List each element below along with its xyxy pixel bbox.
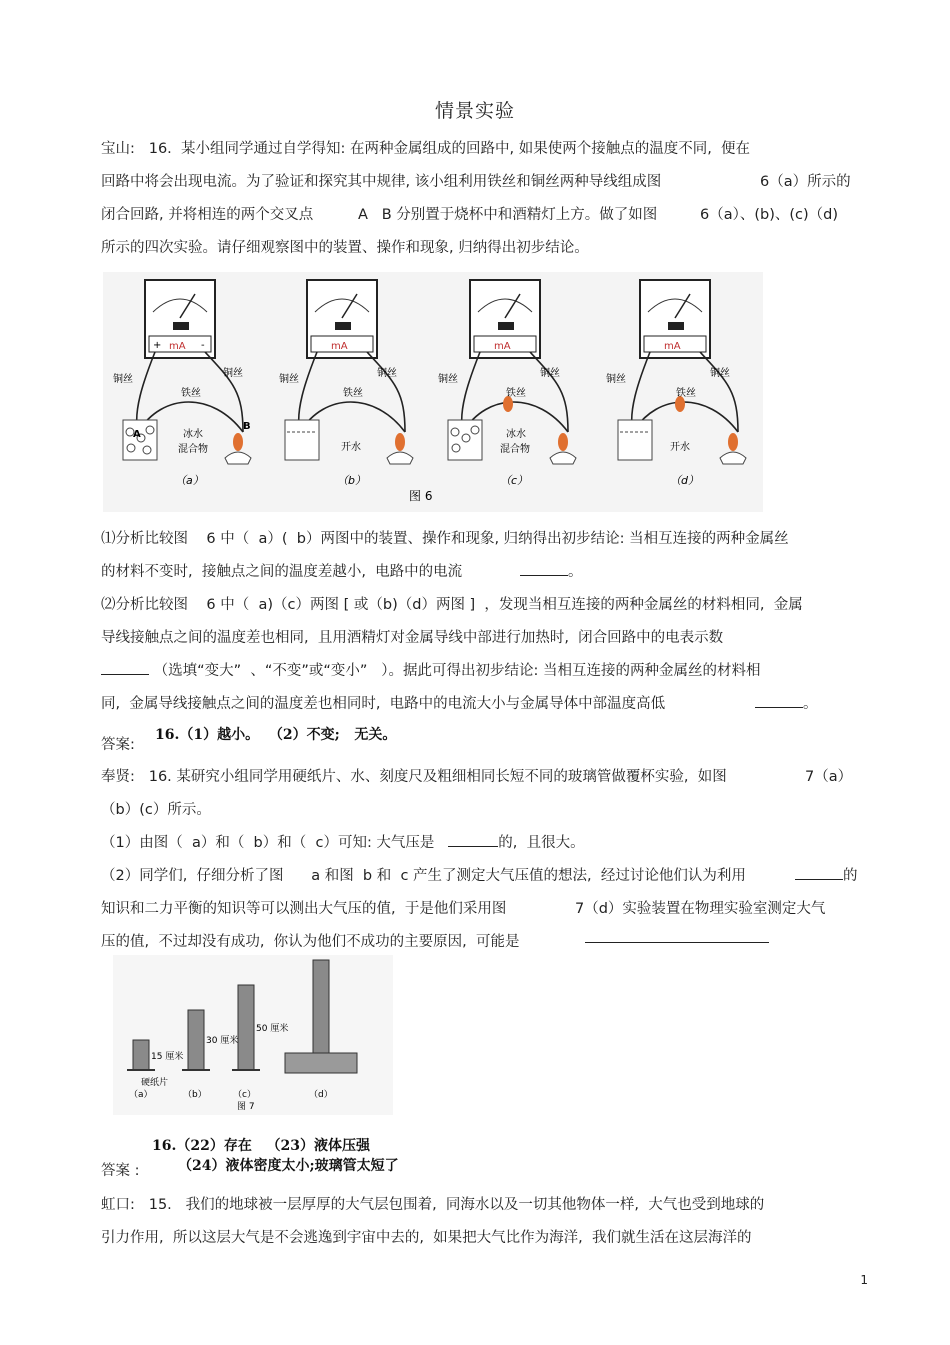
height-50-label: 50 厘米 (256, 1024, 289, 1034)
fengxian-q2-line-3: 压的值, 不过却没有成功, 你认为他们不成功的主要原因, 可能是 (101, 934, 520, 950)
card-label: 硬纸片 (141, 1078, 169, 1088)
baoshan-line-3: 闭合回路, 并将相连的两个交叉点 (101, 207, 314, 223)
hongkou-line-1: 虹口: 15. 我们的地球被一层厚厚的大气层包围着, 同海水以及一切其他物体一样, 大气也受到地球的 (101, 1197, 765, 1213)
copper-label: 铜丝 (438, 374, 458, 385)
mixture-label: 混合物 (500, 444, 530, 455)
panel-c-label: （c） (233, 1090, 256, 1100)
fengxian-line-1: 奉贤: 16. 某研究小组同学用硬纸片、水、刻度尺及粗细相同长短不同的玻璃管做覆杯实验, 如图 (101, 769, 727, 785)
q1-line-1: ⑴分析比较图 6 中（ a）( b）两图中的装置、操作和现象, 归纳得出初步结论: 当相互连接的两种金属丝 (101, 531, 789, 547)
copper-label: 铜丝 (279, 374, 299, 385)
junction-a-label: A (133, 429, 141, 440)
meter-unit-label: mA (331, 341, 348, 352)
fengxian-line-2: （b）(c）所示。 (101, 802, 211, 818)
boiling-water-label: 开水 (341, 442, 361, 453)
meter-unit-label: mA (494, 341, 511, 352)
meter-unit-label: mA (169, 341, 186, 352)
q1-line-2: 的材料不变时, 接触点之间的温度差越小, 电路中的电流 (101, 564, 463, 580)
copper-label: 铜丝 (223, 368, 243, 379)
fengxian-answer-line-2: （24）液体密度太小;玻璃管太短了 (178, 1158, 399, 1174)
hongkou-line-2: 引力作用, 所以这层大气是不会逃逸到宇宙中去的, 如果把大气比作为海洋, 我们就生活在这层海洋的 (101, 1230, 752, 1246)
fengxian-q1: （1）由图（ a）和（ b）和（ c）可知: 大气压是 的, 且很大。 (101, 835, 585, 851)
mixture-label: 混合物 (178, 444, 208, 455)
panel-d-label: （d） (670, 474, 699, 487)
fengxian-q2-blank: 的 (795, 864, 858, 885)
iron-label: 铁丝 (676, 388, 696, 399)
fengxian-q2-long-blank (585, 930, 769, 947)
baoshan-line-2: 回路中将会出现电流。为了验证和探究其中规律, 该小组利用铁丝和铜丝两种导线组成图 (101, 174, 662, 190)
q2-line-3: （选填“变大” 、“不变”或“变小” ）。据此可得出初步结论: 当相互连接的两种金属丝的材料相 (101, 659, 760, 680)
boiling-water-label: 开水 (670, 442, 690, 453)
ice-water-label: 冰水 (506, 429, 526, 440)
copper-label: 铜丝 (113, 374, 133, 385)
ice-water-label: 冰水 (183, 429, 203, 440)
baoshan-line-4: 所示的四次实验。请仔细观察图中的装置、操作和现象, 归纳得出初步结论。 (101, 240, 589, 256)
fengxian-answer-label: 答案 : (101, 1163, 140, 1179)
fengxian-q2-line-2-right: 7（d）实验装置在物理实验室测定大气 (575, 901, 826, 917)
panel-a-label: （a） (175, 474, 204, 487)
baoshan-line-2-right: 6（a）所示的 (760, 174, 851, 190)
q1-end: 。 (568, 564, 583, 580)
iron-label: 铁丝 (343, 388, 363, 399)
fengxian-q2-line-2: 知识和二力平衡的知识等可以测出大气压的值, 于是他们采用图 (101, 901, 507, 917)
fengxian-answer-line-1: 16.（22）存在 （23）液体压强 (152, 1138, 370, 1154)
page-title: 情景实验 (434, 100, 515, 122)
svg-text:-: - (201, 340, 205, 351)
q2-line-2: 导线接触点之间的温度差也相同, 且用酒精灯对金属导线中部进行加热时, 闭合回路中的电表示数 (101, 630, 724, 646)
panel-c-label: （c） (500, 474, 529, 487)
figure-7-caption: 图 7 (237, 1102, 255, 1112)
page-number: 1 (860, 1273, 868, 1287)
figure-6-thermocouple (103, 272, 763, 512)
baoshan-line-3-right: 6（a）、(b)、(c)（d) (700, 207, 839, 223)
q1-answer-blank (520, 560, 583, 581)
height-15-label: 15 厘米 (151, 1052, 184, 1062)
baoshan-answer-text: 16.（1）越小。 （2）不变; 无关。 (155, 727, 397, 743)
panel-b-label: （b） (183, 1090, 207, 1100)
figure-7-tubes (113, 955, 393, 1115)
svg-text:+: + (153, 340, 162, 351)
copper-label: 铜丝 (606, 374, 626, 385)
q2-answer-blank: 。 (755, 692, 818, 713)
copper-label: 铜丝 (540, 368, 560, 379)
panel-d-label: （d） (309, 1090, 333, 1100)
baoshan-line-3-mid: A B 分别置于烧杯中和酒精灯上方。做了如图 (358, 207, 658, 223)
panel-b-label: （b） (337, 474, 366, 487)
fengxian-q2-line-1: （2）同学们, 仔细分析了图 a 和图 b 和 c 产生了测定大气压值的想法, 经过讨论他们认为利用 (101, 868, 746, 884)
iron-label: 铁丝 (181, 388, 201, 399)
height-30-label: 30 厘米 (206, 1036, 239, 1046)
fengxian-line-1-right: 7（a） (805, 769, 853, 785)
figure-6-caption: 图 6 (409, 489, 433, 503)
baoshan-answer-label: 答案: (101, 737, 135, 753)
baoshan-line-1: 宝山: 16. 某小组同学通过自学得知: 在两种金属组成的回路中, 如果使两个接触点的温度不同, 便在 (101, 141, 751, 157)
panel-a-label: （a） (129, 1090, 153, 1100)
copper-label: 铜丝 (377, 368, 397, 379)
copper-label: 铜丝 (710, 368, 730, 379)
junction-b-label: B (243, 421, 251, 432)
q2-line-1: ⑵分析比较图 6 中（ a)（c）两图 [ 或（b)（d）两图 ] ，发现当相互连接的两种金属丝的材料相同, 金属 (101, 597, 803, 613)
meter-unit-label: mA (664, 341, 681, 352)
iron-label: 铁丝 (506, 388, 526, 399)
q2-line-4: 同, 金属导线接触点之间的温度差也相同时, 电路中的电流大小与金属导体中部温度高低 (101, 696, 666, 712)
